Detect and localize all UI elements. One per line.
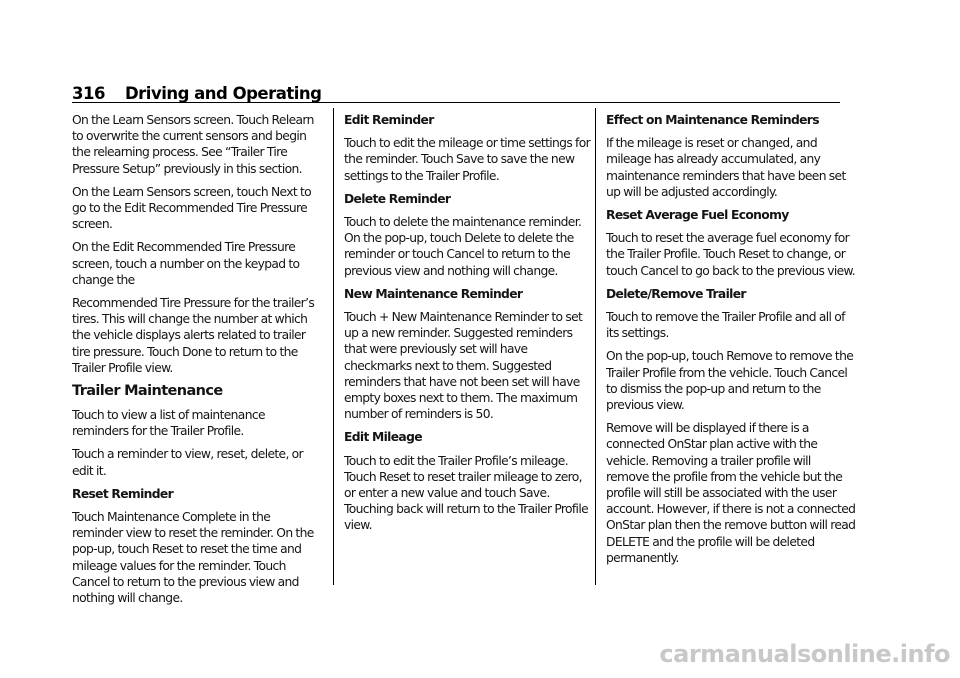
watermark: carmanualsonline.info [659,640,950,668]
paragraph: Touch to edit the mileage or time settings for the reminder. Touch Save to save the new settings to the Trailer Profile. [344,136,590,183]
column-divider-1 [333,108,334,585]
text-column-1 [72,112,322,613]
page-header [72,84,840,103]
paragraph: Touch + New Maintenance Reminder to set up a new reminder. Suggested reminders that were previously set will have checkmarks next to them. Suggested reminders that have not been set will have empty boxes next to them. The maximum number of reminders is 50. [344,310,583,422]
paragraph: Recommended Tire Pressure for the trailer’s tires. This will change the number at which the vehicle displays alerts related to trailer tire pressure. Touch Done to return to the Trailer Profile view. [72,296,315,375]
column-divider-2 [595,108,596,585]
subheading: Delete Reminder [344,191,451,206]
paragraph: On the Edit Recommended Tire Pressure screen, touch a number on the keypad to change the [72,240,300,287]
header-rule [72,102,840,103]
text-column-3 [606,112,856,573]
paragraph: Touch to view a list of maintenance reminders for the Trailer Profile. [72,408,265,439]
subheading: Reset Average Fuel Economy [606,208,789,223]
section-heading: Trailer Maintenance [72,383,223,400]
page-number: 316 [72,84,105,103]
section-title: Driving and Operating [124,84,322,103]
subheading: New Maintenance Reminder [344,286,523,301]
subheading: Delete/Remove Trailer [606,286,746,301]
paragraph: Touch a reminder to view, reset, delete, or edit it. [72,447,303,478]
paragraph: On the Learn Sensors screen. Touch Relearn to overwrite the current sensors and begin the relearning process. See “Trailer Tire Pressure Setup” previously in this section. [72,113,314,176]
text-column-2 [344,112,594,541]
subheading: Reset Reminder [72,486,174,501]
paragraph: Touch Maintenance Complete in the reminder view to reset the reminder. On the pop-up, touch Reset to reset the time and mileage values for the reminder. Touch Cancel to return to the previous view and nothing will change. [72,510,314,606]
paragraph: Touch to delete the maintenance reminder. On the pop-up, touch Delete to delete the reminder or touch Cancel to return to the previous view and nothing will change. [344,215,582,278]
subheading: Effect on Maintenance Reminders [606,113,819,127]
paragraph: Remove will be displayed if there is a connected OnStar plan active with the vehicle. Removing a trailer profile will remove the profile from the vehicle but the profile will still be associated with the user account. However, if there is not a connected OnStar plan then the remove button will read DELETE and the profile will be deleted permanently. [606,421,856,565]
paragraph: Touch to reset the average fuel economy for the Trailer Profile. Touch Reset to change, or touch Cancel to go back to the previous view. [606,231,856,278]
paragraph: Touch to remove the Trailer Profile and all of its settings. [606,310,845,341]
paragraph: Touch to edit the Trailer Profile’s mileage. Touch Reset to reset trailer mileage to zero, or enter a new value and touch Save. Touching back will return to the Trailer Profile view. [344,453,589,533]
paragraph: On the Learn Sensors screen, touch Next to go to the Edit Recommended Tire Pressure screen. [72,184,312,232]
paragraph: On the pop-up, touch Remove to remove the Trailer Profile from the vehicle. Touch Cancel to dismiss the pop-up and return to the previous view. [606,349,854,413]
subheading: Edit Mileage [344,430,422,445]
paragraph: If the mileage is reset or changed, and mileage has already accumulated, any maintenance reminders that have been set up will be adjusted accordingly. [606,136,846,199]
subheading: Edit Reminder [344,113,434,127]
